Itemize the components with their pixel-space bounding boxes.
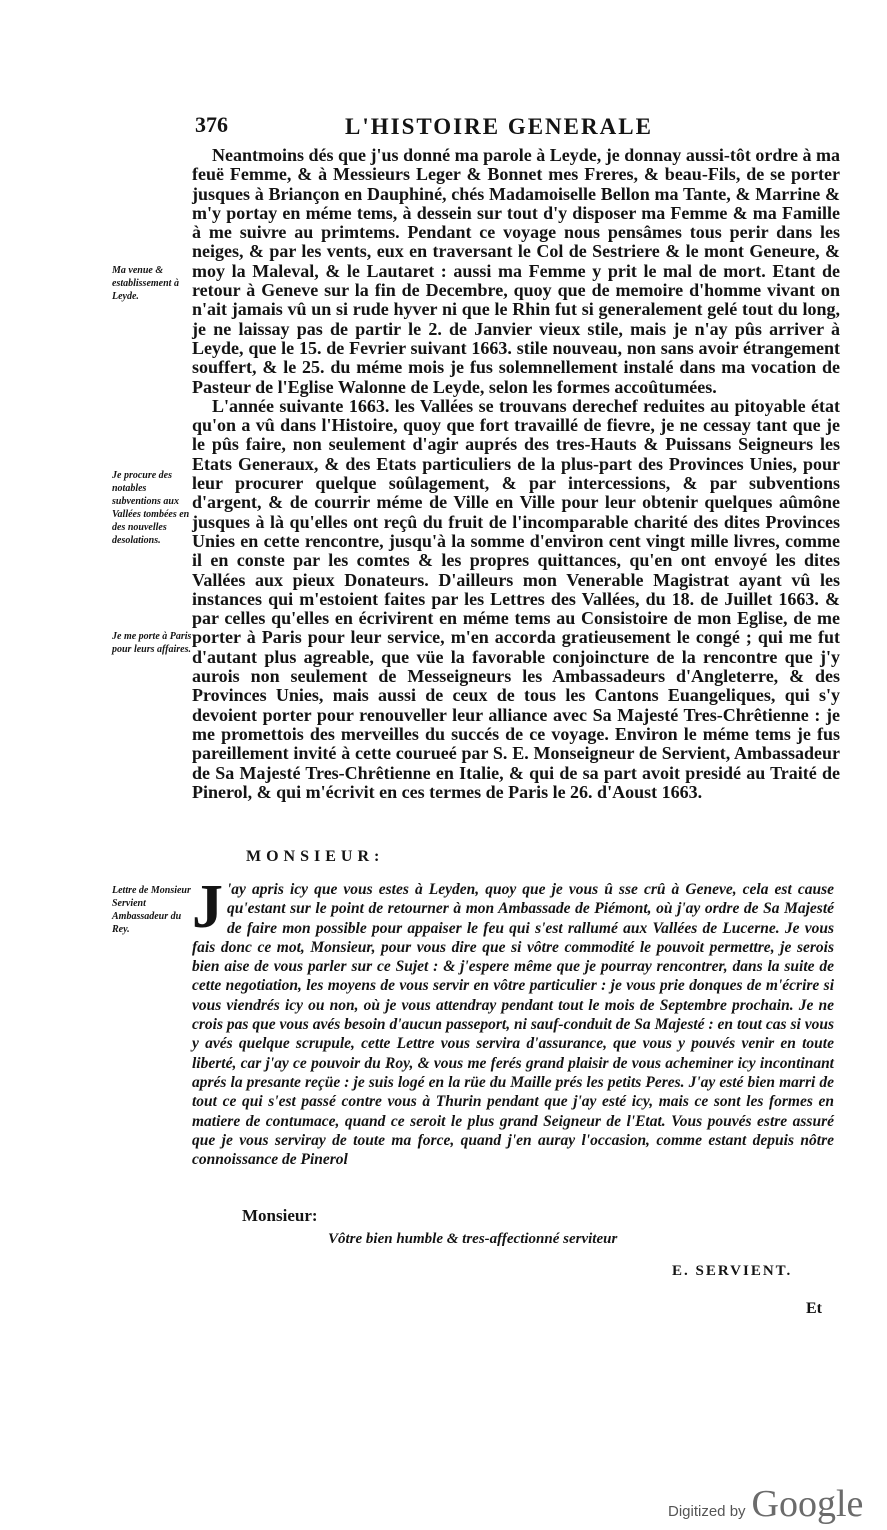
running-head: L'HISTOIRE GENERALE [345, 114, 653, 139]
letter-body [192, 873, 834, 1169]
margin-note-letter: Lettre de Monsieur Servient Ambassadeur du Rey. [112, 885, 191, 935]
paragraph-2: L'année suivante 1663. les Vallées se trouvans derechef reduites au pitoyable état qu'on a vû dans l'Histoire, quoy que fort travaillé de fievre, je ne cessay tant que je le pûs faire, non seulement d'agir auprés des tres-Hauts & Puissans Seigneurs les Etats Generaux, & des Etats particuliers de la plus-part des Provinces Unies, pour leur procurer quelque soûlagement, & par intercessions, & par subventions d'argent, & de courrir méme de Ville en Ville pour leur obtenir quelques aûmône jusques à là qu'elles ont reçû du fruit de l'incomparable charité des dites Provinces Unies en cette rencontre, jusqu'à la somme d'environ cent vingt mille livres, comme il en conste par les comtes & les propres quittances, qu'en ont envoyé les dites Vallées aux pieux Donateurs. D'ailleurs mon Venerable Magistrat ayant vû les instances qui m'estoient faites par les Lettres des Vallées, du 18. de Juillet 1663. & par celles qu'elles en écrivirent en méme tems au Consistoire de mon Eglise, de me porter à Paris pour leur service, m'en accorda gratieusement le congé ; qui me fut d'autant plus agreable, que vüe la favorable conjoincture de la rencontre que j'y aurois non seulement de Messeigneurs les Ambassadeurs d'Angleterre, & des Provinces Unies, mais aussi de ceux de tous les Cantons Euangeliques, qui s'y devoient porter pour renouveller leur alliance avec Sa Majesté Tres-Chrêtienne : je me promettois des merveilles du succés de ce voyage. Environ le méme tems je fus pareillement invité à cette courueé par S. E. Monseigneur de Servient, Ambassadeur de Sa Majesté Tres-Chrêtienne en Italie, & qui de sa part avoit presidé au Traité de Pinerol, & qui m'écrivit en ces termes de Paris le 26. d'Aoust 1663. [192, 395, 840, 802]
drop-cap: J [192, 873, 223, 941]
page-number: 376 [195, 112, 228, 137]
google-logo: Google [751, 1483, 864, 1525]
margin-note-paris: Je me porte à Paris pour leurs affaires. [112, 631, 192, 655]
signature: E. SERVIENT. [672, 1263, 793, 1279]
letter-salutation: MONSIEUR: [246, 848, 385, 865]
watermark-prefix: Digitized by [668, 1503, 746, 1520]
margin-note-subventions: Je procure des notables subventions aux Vallées tombées en des nouvelles desolations. [112, 470, 190, 546]
margin-note-arrival: Ma venue & establissement à Leyde. [112, 265, 179, 302]
paragraph-1: Neantmoins dés que j'us donné ma parole à Leyde, je donnay aussi-tôt ordre à ma feuë Femme, & à Messieurs Leger & Bonnet mes Freres, & beau-Fils, de se porter jusques à Briançon en Dauphiné, chés Madamoiselle Bellon ma Tante, & Marrine & m'y portay en méme tems, à dessein sur tout d'y disposer ma Femme & ma Famille à me suivre au primtems. Pendant ce voyage nous pensâmes tous perir dans les neiges, & par les vents, eux en traversant le Col de Sestriere & le mont Geneure, & moy la Maleval, & le Lautaret : aussi ma Femme y prit le mal de mort. Etant de retour à Geneve sur la fin de Decembre, quoy que de memoire d'homme vivant on n'ait jamais vû un si rude hyver ni que le Rhin fut si generalement gelé tout du long, je ne laissay pas de partir le 2. de Janvier vieux stile, mais je n'ay pûs arriver à Leyde, que le 15. de Fevrier suivant 1663. stile nouveau, non sans avoir étrangement souffert, & le 25. du méme mois je fus solemnellement instalé dans ma vocation de Pasteur de l'Eglise Walonne de Leyde, selon les formes accoûtumées. [192, 145, 840, 397]
main-text [192, 146, 840, 802]
letter-closing: Vôtre bien humble & tres-affectionné serviteur [328, 1231, 618, 1247]
closing-salutation: Monsieur: [242, 1206, 318, 1225]
digitized-watermark [668, 1483, 864, 1526]
catchword: Et [806, 1300, 822, 1317]
letter-text: 'ay apris icy que vous estes à Leyden, quoy que je vous û sse crû à Geneve, cela est cause qu'estant sur le point de retourner à mon Ambassade de Piémont, où j'ay ordre de Sa Majesté de faire mon possible pour appaiser le feu qui s'est rallumé aux Vallées de Lucerne. Je vous fais donc ce mot, Monsieur, pour vous dire que si vôtre commodité le pouvoit permettre, je serois bien aise de vous parler sur ce Sujet : & j'espere même que je pourray rencontrer, dans la suite de cette negotiation, les moyens de vous servir en vôtre particulier : je vous prie donques de m'écrire si vous viendrés icy ou non, où je vous attendray pendant tout le mois de Septembre prochain. Je ne crois pas que vous avés besoin d'aucun passeport, ni sauf-conduit de Sa Majesté : en tout cas si vous y avés quelque scrupule, cette Lettre vous servira d'assurance, que vous y pouvés venir en toute liberté, car j'ay ce pouvoir du Roy, & vous me ferés grand plaisir de vous acheminer icy incontinant aprés la presante reçüe : je suis logé en la rüe du Maille prés les petits Peres. J'ay esté bien marri de tout ce qui s'est passé contre vous à Thurin pendant que j'ay esté icy, mais ce sont les formes en matiere de contumace, quand ce seroit le plus grand Seigneur de l'Etat. Vous pouvés estre assuré que je vous serviray de toute ma force, quand j'en auray l'occasion, comme estant depuis nôtre connoissance de Pinerol [192, 881, 834, 1169]
